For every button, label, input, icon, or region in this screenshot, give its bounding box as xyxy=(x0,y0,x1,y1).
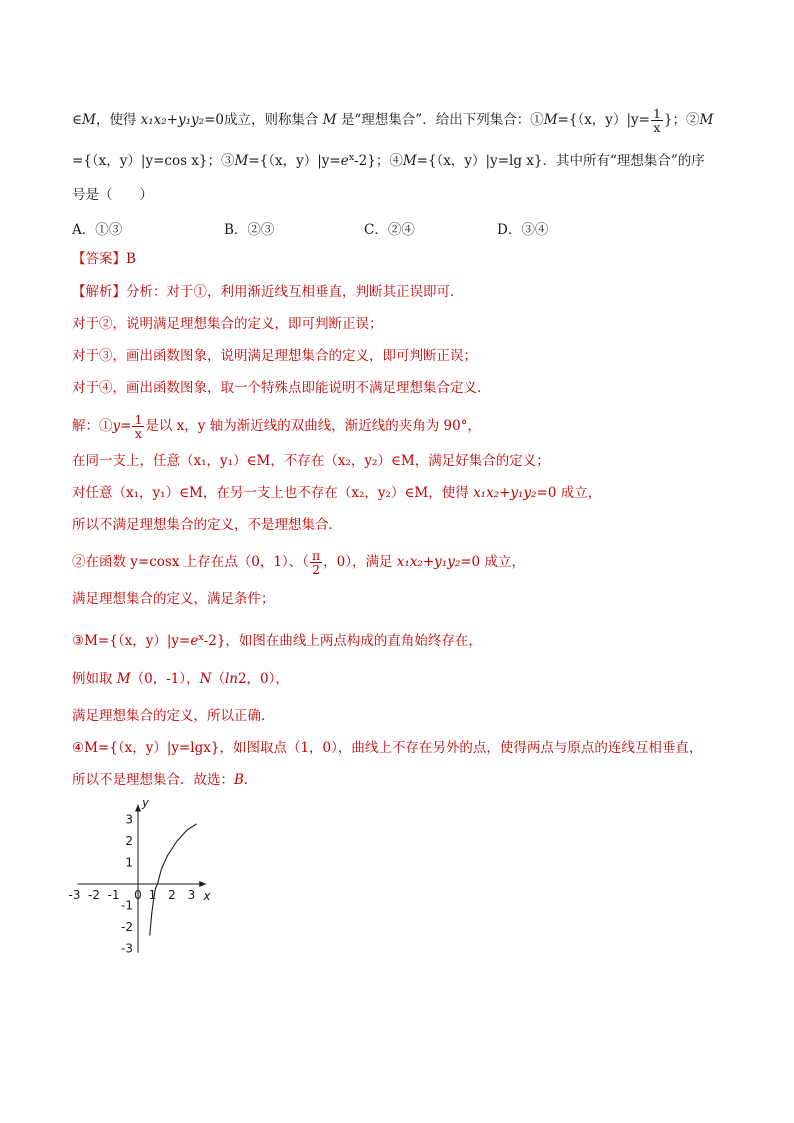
x-tick-label: 0 xyxy=(134,888,142,902)
x-tick-label: 3 xyxy=(187,888,196,902)
text: （0，-1）， xyxy=(130,671,200,687)
text: ，0），满足 xyxy=(323,554,397,570)
analysis-line-3: 对于③，画出函数图象，说明满足理想集合的定义，即可判断正误； xyxy=(72,348,477,364)
text: = xyxy=(120,418,132,434)
answer-choice: B xyxy=(234,772,244,788)
exp-base: e xyxy=(190,633,199,649)
log-graph xyxy=(60,800,220,970)
text: ={（x，y）|y=cos x}；③ xyxy=(72,153,235,169)
x-tick-label: 1 xyxy=(148,888,157,902)
option-b: B．②③ xyxy=(224,222,275,238)
y-tick-label: 1 xyxy=(125,855,133,870)
text: 对任意（x₁，y₁）∈M，在另一支上也不存在（x₂，y₂）∈M，使得 xyxy=(72,485,474,501)
x-tick-label: -3 xyxy=(68,888,81,902)
option-d: D．③④ xyxy=(497,222,549,238)
question-line-2 xyxy=(72,149,705,170)
x-axis-label: x xyxy=(203,889,211,903)
text: =0 成立， xyxy=(536,485,602,501)
option-a: A．①③ xyxy=(72,222,123,238)
solution-line-5 xyxy=(72,549,525,576)
x-axis-arrow xyxy=(199,881,206,887)
text: =0成立，则称集合 xyxy=(204,112,323,128)
question-line-1 xyxy=(72,107,713,134)
x-tick-label: 2 xyxy=(168,888,176,902)
y-tick-label: 3 xyxy=(125,812,133,827)
text: }；② xyxy=(663,112,700,128)
solution-line-10: ④M={（x，y）|y=lgx}，如图取点（1，0），曲线上不存在另外的点，使得两点与原点的连线互相垂直， xyxy=(72,740,703,756)
fraction xyxy=(310,549,322,576)
text: ③M={（x，y）|y= xyxy=(72,633,191,649)
y-tick-label: 2 xyxy=(125,834,133,848)
analysis-label: 【解析】 xyxy=(72,284,126,300)
condition: x₁x₂+y₁y₂ xyxy=(473,485,537,501)
condition: x₁x₂+y₁y₂ xyxy=(396,554,461,570)
ln: ln xyxy=(224,671,238,687)
solution-line-3 xyxy=(72,484,601,502)
question-line-3: 号是（ ） xyxy=(72,187,153,203)
fraction-denominator: 2 xyxy=(312,562,321,577)
answer-line xyxy=(72,250,136,268)
fraction-numerator: 1 xyxy=(652,106,661,121)
text: ∈ xyxy=(72,112,82,128)
var-y: y xyxy=(112,418,121,434)
text: 解：① xyxy=(72,418,113,434)
solution-line-9: 满足理想集合的定义，所以正确． xyxy=(72,708,275,724)
fraction xyxy=(132,413,144,440)
solution-line-8 xyxy=(72,670,289,688)
text: ={（x，y）|y= xyxy=(248,153,341,169)
text: ②在函数 y=cosx 上存在点（0，1）、（ xyxy=(72,554,309,570)
y-axis-arrow xyxy=(135,804,141,811)
text: （ xyxy=(211,671,225,687)
analysis-line-1 xyxy=(72,283,464,301)
analysis-line-2: 对于②，说明满足理想集合的定义，即可判断正误； xyxy=(72,316,383,332)
text: ，使得 xyxy=(95,112,141,128)
x-tick-label: -1 xyxy=(107,888,120,902)
y-tick-label: -1 xyxy=(121,898,133,913)
solution-line-4: 所以不满足理想集合的定义，不是理想集合． xyxy=(72,517,342,533)
y-tick-label: -3 xyxy=(121,941,133,956)
fraction xyxy=(651,107,663,134)
log-curve xyxy=(150,824,197,936)
solution-line-7 xyxy=(72,629,482,650)
fraction-numerator: π xyxy=(311,548,321,563)
set-m: M xyxy=(699,112,714,128)
text: 是以 x，y 轴为渐近线的双曲线，渐近线的夹角为 90°， xyxy=(145,418,481,434)
text: 所以不是理想集合．故选： xyxy=(72,772,234,788)
set-m: M xyxy=(234,153,249,169)
solution-line-2: 在同一支上，任意（x₁，y₁）∈M，不存在（x₂，y₂）∈M，满足好集合的定义； xyxy=(72,453,550,469)
text: 2，0）， xyxy=(237,671,289,687)
text: 例如取 xyxy=(72,671,117,687)
fraction-denominator: x xyxy=(653,120,661,135)
y-axis-label: y xyxy=(142,800,150,810)
solution-line-6: 满足理想集合的定义，满足条件； xyxy=(72,591,275,607)
text: ={（x，y）|y=lg x}．其中所有“理想集合”的序 xyxy=(416,153,705,169)
text: -2}；④ xyxy=(354,153,403,169)
answer-value: B xyxy=(126,251,136,267)
fraction-numerator: 1 xyxy=(134,412,143,427)
analysis-text: 分析：对于①，利用渐近线互相垂直，判断其正误即可． xyxy=(126,284,464,300)
text: 是“理想集合”．给出下列集合：① xyxy=(336,112,544,128)
condition: x₁x₂+y₁y₂ xyxy=(140,112,205,128)
point-n: N xyxy=(199,671,212,687)
exponent: x xyxy=(198,632,204,643)
answer-label: 【答案】 xyxy=(72,251,126,267)
text: -2}，如图在曲线上两点构成的直角始终存在， xyxy=(203,633,482,649)
exponent: x xyxy=(348,152,355,163)
set-m: M xyxy=(82,112,96,128)
text: ={（x，y）|y= xyxy=(557,112,650,128)
exp-base: e xyxy=(340,153,349,169)
text: ． xyxy=(243,772,258,788)
solution-line-1 xyxy=(72,413,481,440)
analysis-line-4: 对于④，画出函数图象，取一个特殊点即能说明不满足理想集合定义． xyxy=(72,380,491,396)
option-c: C．②④ xyxy=(364,222,415,238)
fraction-denominator: x xyxy=(134,426,142,441)
x-tick-label: -2 xyxy=(88,888,100,902)
set-m: M xyxy=(322,112,337,128)
set-m: M xyxy=(402,153,417,169)
point-m: M xyxy=(116,671,131,687)
set-m: M xyxy=(543,112,558,128)
y-tick-label: -2 xyxy=(121,920,133,934)
solution-line-11 xyxy=(72,771,257,789)
text: =0 成立， xyxy=(460,554,525,570)
